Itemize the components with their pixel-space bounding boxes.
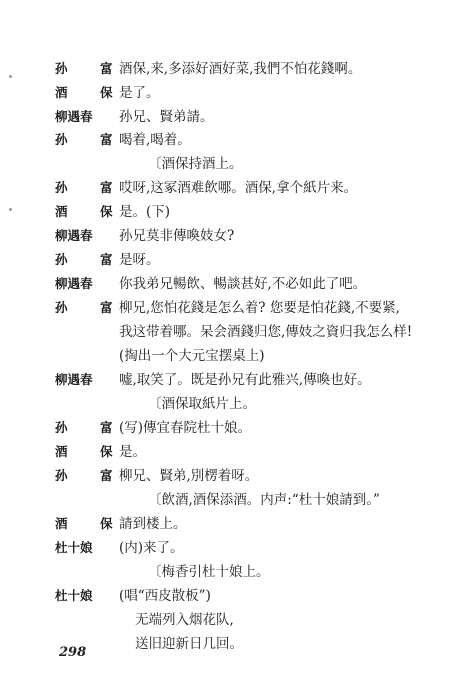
dialogue-text: 酒保,来,多添好酒好菜,我們不怕花錢啊。 xyxy=(119,61,362,77)
speaker-name: 柳遇春 xyxy=(55,276,93,291)
speaker-name: 柳遇春 xyxy=(55,109,93,124)
speaker-name: 柳遇春 xyxy=(55,228,93,243)
stage-direction: 〔飲酒,酒保添酒。内声:“杜十娘請到。” xyxy=(148,492,380,508)
dialogue-text: 你我弟兄暢飲、暢談甚好,不必如此了吧。 xyxy=(119,276,367,292)
verse-line xyxy=(0,608,461,632)
speaker-name: 孙 富 xyxy=(55,300,123,315)
dialogue-text: 柳兄,您怕花錢是怎么着? 您要是怕花錢,不要紧, xyxy=(119,300,400,316)
dialogue-text: 是。 xyxy=(119,444,146,460)
script-line xyxy=(0,272,461,296)
speaker-name: 杜十娘 xyxy=(55,540,93,555)
dialogue-text: 是了。 xyxy=(119,85,160,101)
dialogue-text: 喝着,喝着。 xyxy=(119,132,191,148)
script-line xyxy=(0,368,461,392)
dialogue-text: 孙兄、賢弟請。 xyxy=(119,109,214,125)
speaker-name: 酒 保 xyxy=(55,204,123,219)
speaker-name: 杜十娘 xyxy=(55,588,93,603)
stage-direction-line xyxy=(0,152,461,176)
dialogue-text: (内)来了。 xyxy=(119,540,184,556)
script-line xyxy=(0,296,461,320)
verse-text: 无端列入烟花队, xyxy=(135,612,234,628)
script-line xyxy=(0,464,461,488)
script-line xyxy=(0,416,461,440)
script-line xyxy=(0,584,461,608)
script-line xyxy=(0,248,461,272)
dialogue-text: 孙兄莫非傳喚妓女? xyxy=(119,228,235,244)
speaker-name: 孙 富 xyxy=(55,252,123,267)
verse-text: 送旧迎新日几回。 xyxy=(135,636,243,652)
stage-direction: 〔酒保持酒上。 xyxy=(148,156,243,172)
script-line xyxy=(0,440,461,464)
script-line xyxy=(0,128,461,152)
dialogue-text: 請到楼上。 xyxy=(119,516,187,532)
script-line xyxy=(0,176,461,200)
continuation-line xyxy=(0,320,461,344)
dialogue-text: 哎呀,这冢酒难飲哪。酒保,拿个紙片来。 xyxy=(119,180,358,196)
speaker-name: 柳遇春 xyxy=(55,372,93,387)
speaker-name: 酒 保 xyxy=(55,444,123,459)
script-line xyxy=(0,105,461,129)
speaker-name: 孙 富 xyxy=(55,180,123,195)
speaker-name: 孙 富 xyxy=(55,61,123,76)
speaker-name: 孙 富 xyxy=(55,420,123,435)
stage-direction-line xyxy=(0,560,461,584)
dialogue-text: 是。(下) xyxy=(119,204,171,220)
speaker-name: 孙 富 xyxy=(55,132,123,147)
stage-direction: 〔酒保取紙片上。 xyxy=(148,396,256,412)
page-number: 298 xyxy=(59,645,87,660)
stage-direction-line xyxy=(0,488,461,512)
script-line xyxy=(0,224,461,248)
dialogue-text: (写)傳宜春院杜十娘。 xyxy=(119,420,252,436)
script-line xyxy=(0,200,461,224)
stage-direction: (掏出一个大元宝摆桌上) xyxy=(119,348,265,364)
speaker-name: 孙 富 xyxy=(55,468,123,483)
speaker-name: 酒 保 xyxy=(55,516,123,531)
script-line xyxy=(0,81,461,105)
speaker-name: 酒 保 xyxy=(55,85,123,100)
dialogue-text: (唱“西皮散板”) xyxy=(119,588,211,604)
stage-direction-line xyxy=(0,392,461,416)
dialogue-text: 嘘,取笑了。既是孙兄有此雅兴,傳喚也好。 xyxy=(119,372,371,388)
dialogue-text: 柳兄、賢弟,別楞着呀。 xyxy=(119,468,259,484)
script-line xyxy=(0,512,461,536)
dialogue-text: 我这带着哪。呆会酒錢归您,傳妓之資归我怎么样! xyxy=(119,324,413,340)
stage-direction: 〔梅香引杜十娘上。 xyxy=(148,564,270,580)
script-line xyxy=(0,536,461,560)
stage-direction-line xyxy=(0,344,461,368)
dialogue-text: 是呀。 xyxy=(119,252,160,268)
script-line xyxy=(0,57,461,81)
